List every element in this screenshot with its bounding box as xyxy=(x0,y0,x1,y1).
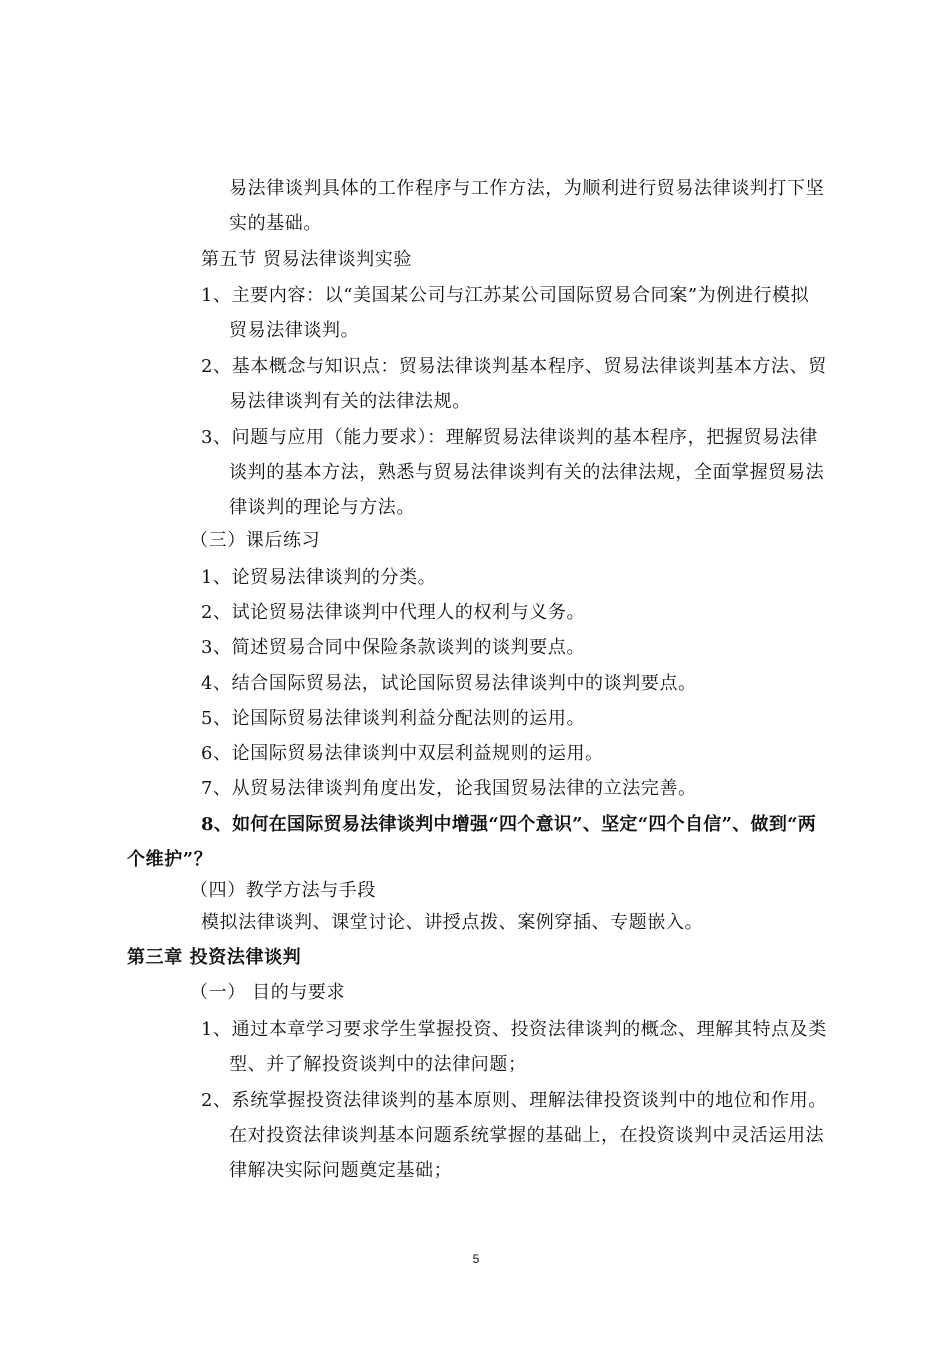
list-item: 1、通过本章学习要求学生掌握投资、投资法律谈判的概念、理解其特点及类 xyxy=(201,1019,827,1040)
page-number: 5 xyxy=(472,1252,480,1266)
text-line: 律解决实际问题奠定基础； xyxy=(229,1160,453,1181)
subsection-heading: （四）教学方法与手段 xyxy=(190,880,376,901)
list-item: 3、问题与应用（能力要求）：理解贸易法律谈判的基本程序，把握贸易法律 xyxy=(201,427,818,448)
subsection-heading: （三）课后练习 xyxy=(190,530,321,551)
text-line: 谈判的基本方法，熟悉与贸易法律谈判有关的法律法规，全面掌握贸易法 xyxy=(229,462,825,483)
list-item: 4、结合国际贸易法，试论国际贸易法律谈判中的谈判要点。 xyxy=(201,673,697,694)
text-line: 律谈判的理论与方法。 xyxy=(229,497,415,518)
section-heading: 第五节 贸易法律谈判实验 xyxy=(201,249,412,270)
list-item: 1、主要内容：以“美国某公司与江苏某公司国际贸易合同案”为例进行模拟 xyxy=(201,285,810,306)
text-line: 实的基础。 xyxy=(229,213,322,234)
text-line: 易法律谈判有关的法律法规。 xyxy=(229,391,471,412)
text-line: 型、并了解投资谈判中的法律问题； xyxy=(229,1054,527,1075)
list-item: 2、基本概念与知识点：贸易法律谈判基本程序、贸易法律谈判基本方法、贸 xyxy=(201,356,827,377)
text-line-bold: 个维护”？ xyxy=(127,849,213,870)
chapter-heading: 第三章 投资法律谈判 xyxy=(127,947,302,968)
subsection-heading: （一） 目的与要求 xyxy=(190,982,346,1003)
list-item: 7、从贸易法律谈判角度出发，论我国贸易法律的立法完善。 xyxy=(201,778,697,799)
text-line: 在对投资法律谈判基本问题系统掌握的基础上，在投资谈判中灵活运用法 xyxy=(229,1125,825,1146)
list-item-bold: 8、如何在国际贸易法律谈判中增强“四个意识”、坚定“四个自信”、做到“两 xyxy=(201,814,817,835)
text-line: 易法律谈判具体的工作程序与工作方法，为顺利进行贸易法律谈判打下坚 xyxy=(229,178,825,199)
list-item: 2、系统掌握投资法律谈判的基本原则、理解法律投资谈判中的地位和作用。 xyxy=(201,1090,827,1111)
list-item: 6、论国际贸易法律谈判中双层利益规则的运用。 xyxy=(201,743,604,764)
list-item: 3、简述贸易合同中保险条款谈判的谈判要点。 xyxy=(201,637,586,658)
list-item: 1、论贸易法律谈判的分类。 xyxy=(201,567,437,588)
text-line: 模拟法律谈判、课堂讨论、讲授点拨、案例穿插、专题嵌入。 xyxy=(201,912,704,933)
text-line: 贸易法律谈判。 xyxy=(229,320,360,341)
list-item: 5、论国际贸易法律谈判利益分配法则的运用。 xyxy=(201,708,586,729)
list-item: 2、试论贸易法律谈判中代理人的权利与义务。 xyxy=(201,602,586,623)
